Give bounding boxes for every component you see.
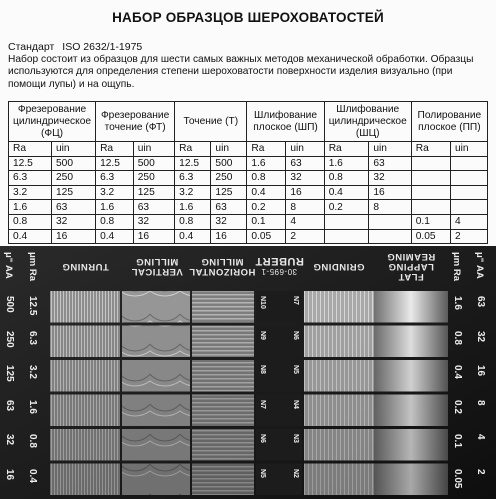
roughness-sample [374,291,448,323]
roughness-sample [50,429,120,461]
table-cell: 0.8 [324,171,369,186]
roughness-sample [192,291,254,323]
standard-line [8,41,142,53]
table-cell: 4 [286,214,324,229]
table-cell [411,200,450,215]
table-cell: 12.5 [96,156,134,171]
table-cell: 500 [211,156,247,171]
standard-value: ISO 2632/1-1975 [62,41,143,53]
brand-name: RUBERT [254,255,304,267]
right-ra-value: 0.8 [452,330,463,345]
left-uin-value: 16 [4,468,15,480]
unit-row [9,142,488,157]
unit-cell: Ra [411,142,450,157]
table-cell [451,156,488,171]
table-cell: 63 [286,156,324,171]
table-cell: 250 [133,171,174,186]
roughness-table [8,101,488,244]
left-uin-value: 63 [4,399,15,411]
left-uin-value: 250 [4,330,15,348]
right-unit-aa: μ" AA [474,252,485,279]
table-cell: 32 [369,171,411,186]
roughness-sample [304,291,374,323]
unit-cell: Ra [96,142,134,157]
table-cell [451,185,488,200]
table-cell [324,229,369,244]
table-cell: 1.6 [9,200,52,215]
table-cell: 3.2 [175,185,211,200]
table-cell [411,171,450,186]
table-cell: 32 [211,214,247,229]
roughness-sample [374,395,448,427]
right-ra-value: 0.2 [452,399,463,414]
table-header-row [9,102,488,142]
table-cell: 16 [52,229,96,244]
unit-cell: uin [451,142,488,157]
table-cell: 0.4 [9,229,52,244]
roughness-sample [122,360,190,392]
table-cell: 8 [286,200,324,215]
right-unit-ra: μm Ra [451,252,462,282]
table-cell: 2 [451,229,488,244]
unit-cell: Ra [324,142,369,157]
table-cell [451,200,488,215]
roughness-sample [374,464,448,496]
table-cell: 1.6 [324,156,369,171]
unit-cell: Ra [9,142,52,157]
table-cell: 125 [52,185,96,200]
table-cell: 125 [133,185,174,200]
table-cell: 32 [286,171,324,186]
method-header: Шлифование плоское (ШП) [247,102,324,142]
table-cell [411,185,450,200]
table-cell [324,214,369,229]
right-uin-value: 16 [475,365,486,377]
table-row [9,214,488,229]
right-ra-value: 1.6 [452,296,463,310]
grade-left-label: N10 [259,296,266,309]
roughness-sample [192,326,254,358]
roughness-sample [50,395,120,427]
method-header: Шлифование цилиндрическое (ШЦ) [324,102,411,142]
table-cell: 0.8 [9,214,52,229]
horizontal-milling-header: HORIZONTAL MILLING [188,256,256,277]
table-row [9,156,488,171]
table-cell: 0.8 [175,214,211,229]
unit-cell: uin [369,142,411,157]
brand-code: 30-695-1 [260,267,298,276]
table-cell: 250 [52,171,96,186]
grinding-header: GRINDING [313,261,365,272]
table-row [9,171,488,186]
grade-left-label: N5 [259,468,266,478]
roughness-sample [304,326,374,358]
table-cell: 0.8 [96,214,134,229]
grade-right-label: N4 [292,399,299,409]
table-cell: 0.8 [247,171,286,186]
roughness-sample [192,464,254,496]
left-uin-value: 500 [4,296,15,313]
left-ra-value: 1.6 [27,399,38,414]
roughness-sample [192,429,254,461]
left-ra-value: 3.2 [27,365,38,379]
right-ra-value: 0.05 [452,468,463,488]
table-cell: 32 [52,214,96,229]
roughness-sample [374,326,448,358]
right-ra-value: 0.4 [452,365,463,379]
roughness-sample [192,360,254,392]
document-scan [0,0,496,246]
method-header: Полирование плоское (ПП) [411,102,487,142]
table-cell: 3.2 [9,185,52,200]
grade-left-label: N7 [259,399,266,409]
table-cell: 1.6 [247,156,286,171]
grade-right-label: N7 [292,296,299,305]
table-cell: 6.3 [96,171,134,186]
table-cell: 8 [369,200,411,215]
table-cell: 1.6 [96,200,134,215]
roughness-sample [122,395,190,427]
roughness-comparator-photo [0,246,496,499]
unit-cell: uin [52,142,96,157]
table-cell: 63 [52,200,96,215]
table-cell: 0.05 [247,229,286,244]
unit-cell: Ra [175,142,211,157]
table-cell: 500 [133,156,174,171]
unit-cell: uin [211,142,247,157]
table-cell: 63 [133,200,174,215]
table-cell: 0.4 [96,229,134,244]
table-cell: 0.2 [247,200,286,215]
right-uin-value: 4 [475,434,486,440]
roughness-sample [374,429,448,461]
table-row [9,200,488,215]
description-paragraph: Набор состоит из образцов для шести самых важных методов механической обработки. Образцы используются для определения степени шероховатости поверхности изделия визуально (при помощи лупы) и на ощупь. [8,54,474,90]
table-row [9,185,488,200]
roughness-sample [50,326,120,358]
table-cell: 4 [451,214,488,229]
roughness-sample [50,291,120,323]
table-cell: 0.4 [324,185,369,200]
right-uin-value: 8 [475,399,486,406]
unit-cell: uin [133,142,174,157]
brand-header [254,246,304,286]
table-cell: 0.05 [411,229,450,244]
method-header: Точение (Т) [175,102,247,142]
table-row [9,229,488,244]
grade-right-label: N2 [292,468,299,478]
roughness-sample [192,395,254,427]
grade-left-label: N9 [259,330,266,340]
roughness-sample [374,360,448,392]
table-cell: 6.3 [9,171,52,186]
table-cell: 16 [211,229,247,244]
roughness-sample [122,326,190,358]
method-header: Фрезерование цилиндрическое (ФЦ) [9,102,96,142]
method-header: Фрезерование точение (ФТ) [96,102,175,142]
left-unit-aa: μ" AA [3,252,14,279]
roughness-sample [304,395,374,427]
table-cell [369,229,411,244]
document-title: НАБОР ОБРАЗЦОВ ШЕРОХОВАТОСТЕЙ [112,10,384,25]
table-cell: 16 [286,185,324,200]
grade-right-label: N6 [292,330,299,340]
roughness-sample [50,360,120,392]
table-cell: 0.1 [247,214,286,229]
standard-label: Стандарт [8,41,55,53]
table-cell: 0.1 [411,214,450,229]
table-cell: 6.3 [175,171,211,186]
table-cell: 63 [369,156,411,171]
table-cell: 250 [211,171,247,186]
table-cell: 2 [286,229,324,244]
table-cell: 125 [211,185,247,200]
table-cell: 16 [369,185,411,200]
left-ra-value: 6.3 [27,330,38,345]
unit-cell: uin [286,142,324,157]
left-ra-value: 0.4 [27,468,38,483]
right-uin-value: 63 [475,296,486,308]
right-uin-value: 32 [475,330,486,342]
table-cell: 63 [211,200,247,215]
left-ra-value: 0.8 [27,434,38,448]
roughness-sample [122,464,190,496]
table-cell: 0.4 [175,229,211,244]
roughness-sample [304,429,374,461]
table-cell: 1.6 [175,200,211,215]
table-cell [411,156,450,171]
left-uin-value: 32 [4,434,15,446]
right-ra-value: 0.1 [452,434,463,448]
roughness-sample [304,360,374,392]
roughness-sample [122,291,190,323]
roughness-sample [122,429,190,461]
roughness-sample [304,464,374,496]
table-cell: 16 [133,229,174,244]
right-uin-value: 2 [475,468,486,475]
table-cell [451,171,488,186]
table-cell: 12.5 [9,156,52,171]
flat-lapping-header: FLAT LAPPING REAMING [386,251,436,282]
left-ra-value: 12.5 [27,296,38,316]
unit-cell: Ra [247,142,286,157]
left-uin-value: 125 [4,365,15,382]
grade-left-label: N6 [259,434,266,443]
roughness-sample [50,464,120,496]
grade-right-label: N3 [292,434,299,443]
table-cell: 0.4 [247,185,286,200]
vertical-milling-header: VERTICAL MILLING [131,256,183,277]
turning-header: TURNING [61,261,109,272]
table-cell: 32 [133,214,174,229]
table-cell: 12.5 [175,156,211,171]
grade-right-label: N5 [292,365,299,374]
table-cell: 3.2 [96,185,134,200]
grade-left-label: N8 [259,365,266,374]
table-cell: 500 [52,156,96,171]
table-cell [369,214,411,229]
table-cell: 0.2 [324,200,369,215]
left-unit-ra: μm Ra [27,252,38,282]
